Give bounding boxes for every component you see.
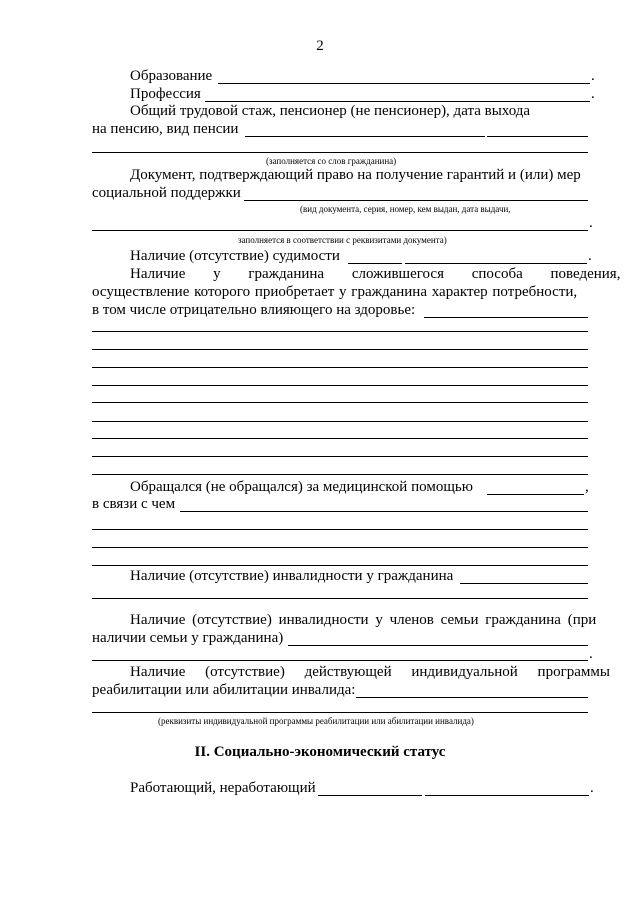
comma: , [585,479,589,495]
medical-reason-field[interactable] [92,529,588,530]
behavior-field[interactable] [92,421,588,422]
medical-reason-field[interactable] [92,547,588,548]
document-field[interactable] [244,200,588,201]
section-title: II. Социально-экономический статус [194,744,446,760]
period: . [591,68,595,84]
work-experience-label-cont: на пенсию, вид пенсии [92,121,239,137]
employment-label: Работающий, неработающий [130,780,316,796]
medical-help-field[interactable] [487,494,584,495]
document-note-2: заполняется в соответствии с реквизитами документа) [238,235,447,245]
medical-reason-label: в связи с чем [92,496,176,512]
family-disability-label: Наличие (отсутствие) инвалидности у членов семьи гражданина (при [130,612,597,628]
behavior-label-cont: осуществление которого приобретает у гражданина характер потребности, [92,284,578,300]
behavior-label-cont2: в том числе отрицательно влияющего на здоровье: [92,302,416,318]
period: . [591,86,595,102]
rehab-program-note: (реквизиты индивидуальной программы реабилитации или абилитации инвалида) [158,716,474,726]
behavior-field[interactable] [92,402,588,403]
document-note: (вид документа, серия, номер, кем выдан, дата выдачи, [300,204,511,214]
behavior-field[interactable] [92,349,588,350]
page-number: 2 [316,38,324,54]
document-field-2[interactable] [92,230,588,231]
disability-field-2[interactable] [92,598,588,599]
behavior-field[interactable] [92,331,588,332]
family-disability-label-cont: наличии семьи у гражданина) [92,630,284,646]
employment-field[interactable] [318,795,422,796]
medical-help-label: Обращался (не обращался) за медицинской помощью [130,479,473,495]
rehab-program-field-2[interactable] [92,712,588,713]
behavior-field[interactable] [92,438,588,439]
work-experience-field[interactable] [245,136,485,137]
work-experience-note: (заполняется со слов гражданина) [266,156,397,166]
behavior-field[interactable] [92,456,588,457]
behavior-field[interactable] [92,367,588,368]
document-label: Документ, подтверждающий право на получение гарантий и (или) мер [130,167,581,183]
education-field[interactable] [218,83,590,84]
employment-field[interactable] [425,795,589,796]
family-disability-field-2[interactable] [92,660,588,661]
conviction-field[interactable] [348,263,402,264]
work-experience-field-2[interactable] [92,152,588,153]
behavior-label: Наличие у гражданина сложившегося способа поведения, [130,266,621,282]
medical-reason-field[interactable] [180,511,588,512]
profession-field[interactable] [205,101,590,102]
document-label-cont: социальной поддержки [92,185,241,201]
work-experience-field[interactable] [487,136,588,137]
rehab-program-field[interactable] [356,697,588,698]
rehab-program-label: Наличие (отсутствие) действующей индивидуальной программы [130,664,610,680]
conviction-field[interactable] [405,263,587,264]
disability-field[interactable] [460,583,588,584]
behavior-field[interactable] [92,385,588,386]
disability-label: Наличие (отсутствие) инвалидности у гражданина [130,568,454,584]
work-experience-label: Общий трудовой стаж, пенсионер (не пенсионер), дата выхода [130,103,531,119]
conviction-label: Наличие (отсутствие) судимости [130,248,340,264]
period: . [589,646,593,662]
period: . [588,248,592,264]
rehab-program-label-cont: реабилитации или абилитации инвалида: [92,682,356,698]
family-disability-field[interactable] [288,645,588,646]
behavior-field[interactable] [424,317,588,318]
period: . [589,215,593,231]
profession-label: Профессия [130,86,201,102]
medical-reason-field[interactable] [92,565,588,566]
behavior-field[interactable] [92,474,588,475]
period: . [590,780,594,796]
education-label: Образование [130,68,213,84]
